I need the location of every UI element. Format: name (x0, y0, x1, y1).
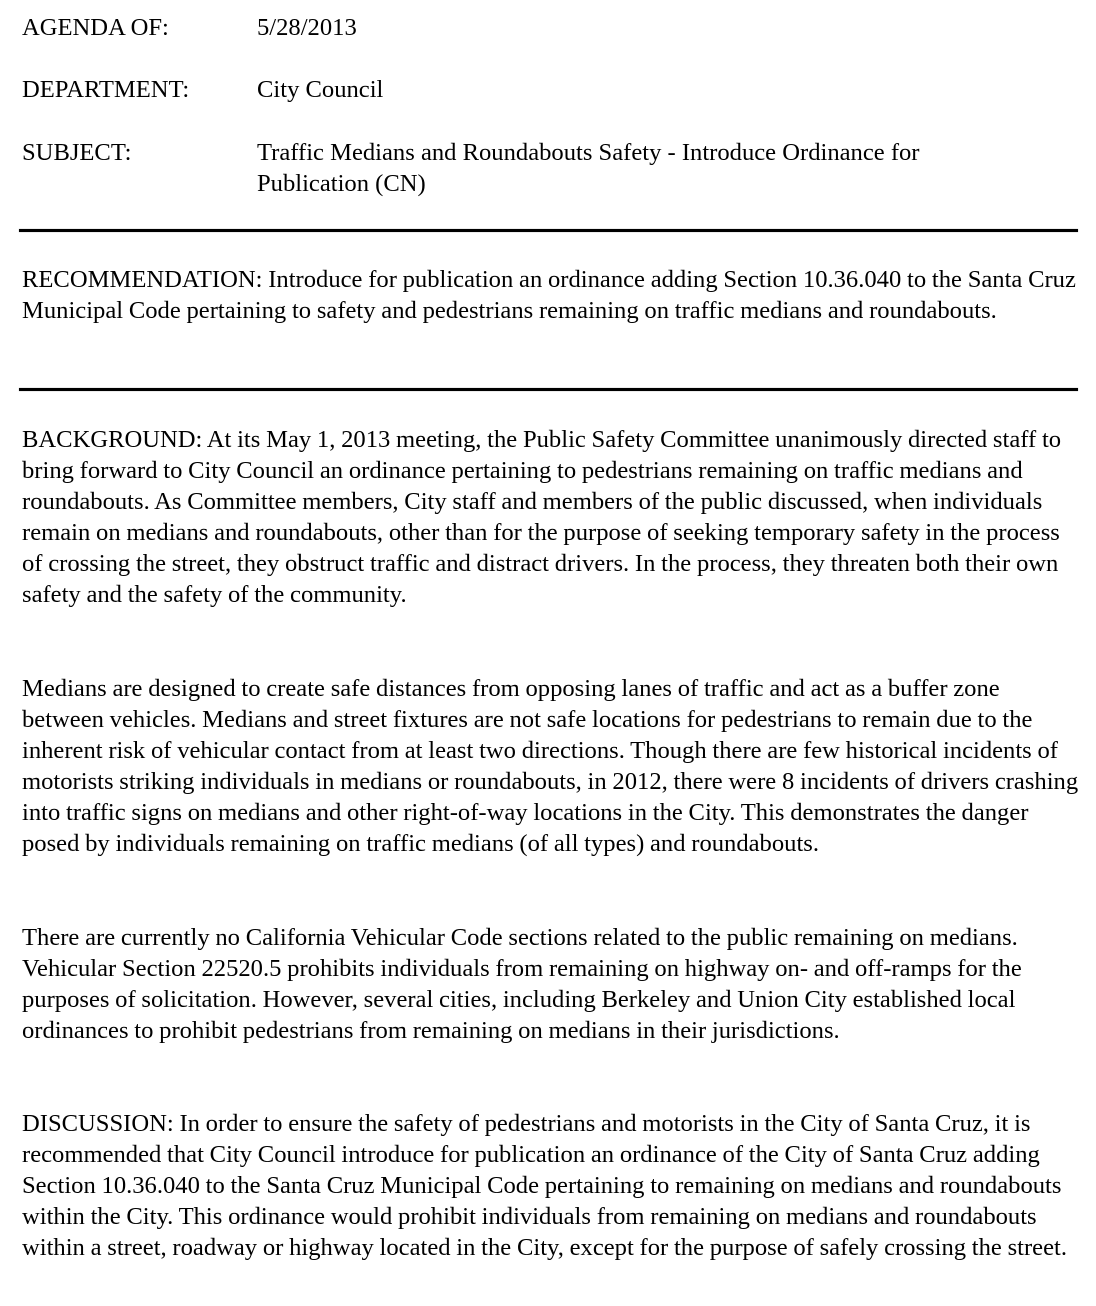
agenda-row (22, 12, 1076, 43)
department-label: DEPARTMENT: (22, 76, 190, 103)
divider-top (19, 229, 1078, 232)
background-paragraph-1: BACKGROUND: At its May 1, 2013 meeting, the Public Safety Committee unanimously directed staff to bring forward to City Council an ordinance pertaining to pedestrians remaining on traffic medians and roundabouts. As Committee members, City staff and members of the public discussed, when individuals remain on medians and roundabouts, other than for the purpose of seeking temporary safety in the process of crossing the street, they obstruct traffic and distract drivers. In the process, they threaten both their own safety and the safety of the community. (22, 426, 1062, 608)
department-row (22, 74, 1076, 105)
background-paragraph-2: Medians are designed to create safe distances from opposing lanes of traffic and act as a buffer zone between vehicles. Medians and street fixtures are not safe locations for pedestrians to remain due to the inherent risk of vehicular contact from at least two directions. Though there are few historical incidents of motorists striking individuals in medians or roundabouts, in 2012, there were 8 incidents of drivers crashing into traffic signs on medians and other right-of-way locations in the City. This demonstrates the danger posed by individuals remaining on traffic medians (of all types) and roundabouts. (22, 675, 1079, 857)
department-value: City Council (257, 76, 384, 103)
agenda-date: 5/28/2013 (257, 14, 357, 41)
recommendation-paragraph: RECOMMENDATION: Introduce for publication an ordinance adding Section 10.36.040 to the Santa Cruz Municipal Code pertaining to safety and pedestrians remaining on traffic medians and roundabouts. (22, 266, 1076, 324)
subject-label: SUBJECT: (22, 139, 132, 166)
subject-row (22, 137, 1076, 199)
subject-value: Traffic Medians and Roundabouts Safety - Introduce Ordinance for Publication (CN) (257, 139, 920, 197)
divider-bottom (19, 388, 1078, 391)
agenda-label: AGENDA OF: (22, 14, 169, 41)
background-paragraph-3: There are currently no California Vehicular Code sections related to the public remaining on medians. Vehicular Section 22520.5 prohibits individuals from remaining on highway on- and off-ramps for the purposes of solicitation. However, several cities, including Berkeley and Union City established local ordinances to prohibit pedestrians from remaining on medians in their jurisdictions. (22, 924, 1022, 1044)
discussion-paragraph: DISCUSSION: In order to ensure the safety of pedestrians and motorists in the City of Santa Cruz, it is recommended that City Council introduce for publication an ordinance of the City of Santa Cruz adding Section 10.36.040 to the Santa Cruz Municipal Code pertaining to remaining on medians and roundabouts within the City. This ordinance would prohibit individuals from remaining on medians and roundabouts within a street, roadway or highway located in the City, except for the purpose of safely crossing the street. (22, 1110, 1067, 1261)
